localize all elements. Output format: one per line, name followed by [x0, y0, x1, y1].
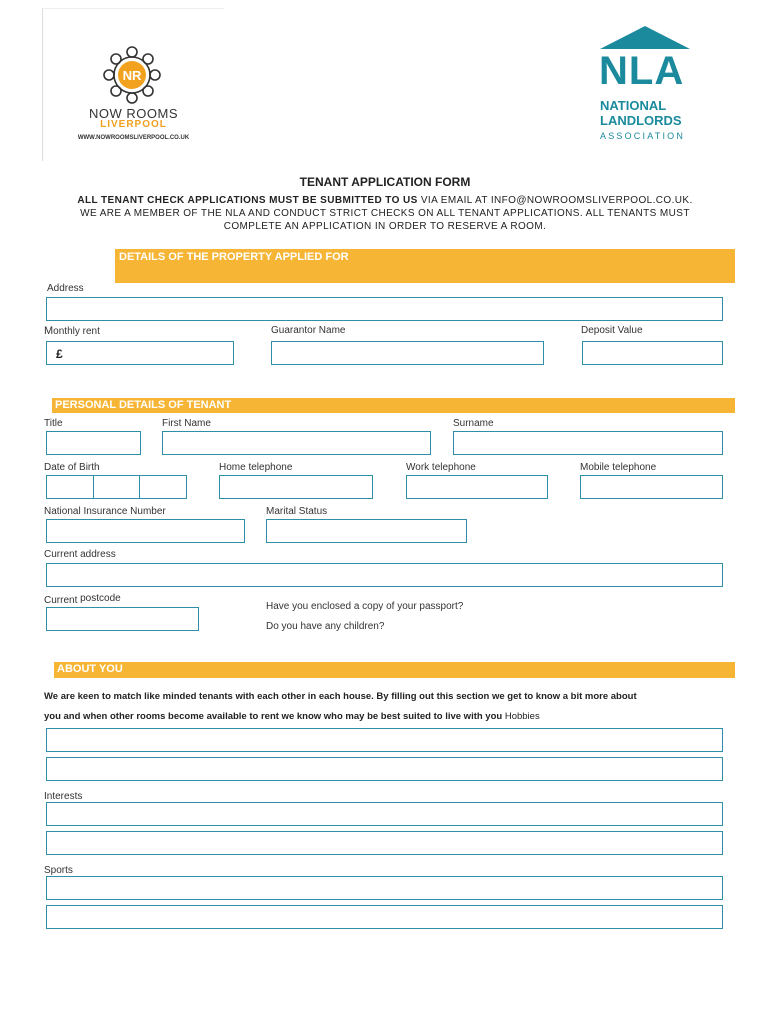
- about-intro-line-2: [44, 711, 540, 722]
- mobile-telephone-label: Mobile telephone: [580, 462, 657, 473]
- about-intro-line-1: We are keen to match like minded tenants with each other in each house. By filling out this section we get to know a bit more about: [44, 691, 637, 702]
- about-intro-line-2-text: you and when other rooms become available to rent we know who may be best suited to live with you: [44, 711, 503, 722]
- ni-number-field[interactable]: [46, 519, 245, 543]
- current-postcode-field[interactable]: [46, 607, 199, 631]
- nla-line-national: NATIONAL: [600, 98, 667, 113]
- deposit-value-label: Deposit Value: [581, 325, 643, 336]
- home-telephone-label: Home telephone: [219, 462, 293, 473]
- passport-question: Have you enclosed a copy of your passport?: [266, 601, 464, 612]
- marital-status-field[interactable]: [266, 519, 467, 543]
- pound-sign: £: [56, 347, 63, 361]
- now-rooms-url: WWW.NOWROOMSLIVERPOOL.CO.UK: [77, 135, 190, 141]
- monthly-rent-label-initial: M: [44, 325, 54, 337]
- property-section-header: DETAILS OF THE PROPERTY APPLIED FOR: [115, 249, 735, 283]
- monthly-rent-label-rest: onthly rent: [53, 326, 100, 337]
- dob-month-field[interactable]: [93, 475, 140, 499]
- deposit-value-field[interactable]: [582, 341, 723, 365]
- ni-number-label: National Insurance Number: [44, 506, 166, 517]
- membership-notice: WE ARE A MEMBER OF THE NLA AND CONDUCT STRICT CHECKS ON ALL TENANT APPLICATIONS. ALL TENANTS MUST: [80, 208, 690, 219]
- title-label: Title: [44, 418, 63, 429]
- now-rooms-city: LIVERPOOL: [100, 119, 167, 130]
- nla-line-association: ASSOCIATION: [600, 131, 686, 141]
- title-field[interactable]: [46, 431, 141, 455]
- monthly-rent-label: [44, 325, 100, 337]
- children-question: Do you have any children?: [266, 621, 385, 632]
- about-section-header: ABOUT YOU: [54, 662, 735, 678]
- hobbies-field-2[interactable]: [46, 757, 723, 781]
- now-rooms-logo: [42, 8, 224, 161]
- sports-label: Sports: [44, 865, 73, 876]
- submission-notice: [0, 195, 770, 206]
- address-label: Address: [47, 283, 84, 294]
- interests-label: Interests: [44, 791, 83, 802]
- current-address-field[interactable]: [46, 563, 723, 587]
- first-name-field[interactable]: [162, 431, 431, 455]
- hobbies-field-1[interactable]: [46, 728, 723, 752]
- surname-field[interactable]: [453, 431, 723, 455]
- interests-field-1[interactable]: [46, 802, 723, 826]
- reserve-notice: COMPLETE AN APPLICATION IN ORDER TO RESERVE A ROOM.: [223, 221, 547, 232]
- property-address-field[interactable]: [46, 297, 723, 321]
- first-name-label: First Name: [162, 418, 211, 429]
- dob-day-field[interactable]: [46, 475, 94, 499]
- nla-line-landlords: LANDLORDS: [600, 113, 682, 128]
- current-postcode-label-b: postcode: [80, 593, 121, 604]
- home-telephone-field[interactable]: [219, 475, 373, 499]
- marital-status-label: Marital Status: [266, 506, 328, 517]
- interests-field-2[interactable]: [46, 831, 723, 855]
- dob-label: Date of Birth: [44, 462, 100, 473]
- monthly-rent-field[interactable]: [46, 341, 234, 365]
- now-rooms-name: NOW ROOMS: [89, 106, 178, 121]
- submission-notice-bold: ALL TENANT CHECK APPLICATIONS MUST BE SUBMITTED TO US: [77, 195, 418, 206]
- nla-acronym: NLA: [599, 49, 685, 93]
- personal-section-header: PERSONAL DETAILS OF TENANT: [52, 398, 735, 413]
- current-postcode-label: [44, 593, 121, 604]
- sports-field-1[interactable]: [46, 876, 723, 900]
- work-telephone-label: Work telephone: [406, 462, 476, 473]
- now-rooms-initials: NR: [122, 68, 142, 83]
- surname-label: Surname: [453, 418, 494, 429]
- submission-notice-email: VIA EMAIL AT INFO@NOWROOMSLIVERPOOL.CO.UK.: [417, 195, 693, 206]
- nla-logo: [598, 25, 698, 145]
- guarantor-name-label: Guarantor Name: [271, 325, 346, 336]
- dob-year-field[interactable]: [139, 475, 187, 499]
- sports-field-2[interactable]: [46, 905, 723, 929]
- work-telephone-field[interactable]: [406, 475, 548, 499]
- hobbies-label: Hobbies: [502, 711, 540, 722]
- current-address-label: Current address: [44, 549, 116, 560]
- guarantor-name-field[interactable]: [271, 341, 544, 365]
- mobile-telephone-field[interactable]: [580, 475, 723, 499]
- current-postcode-label-a: Current: [44, 595, 81, 606]
- form-title: TENANT APPLICATION FORM: [299, 175, 471, 189]
